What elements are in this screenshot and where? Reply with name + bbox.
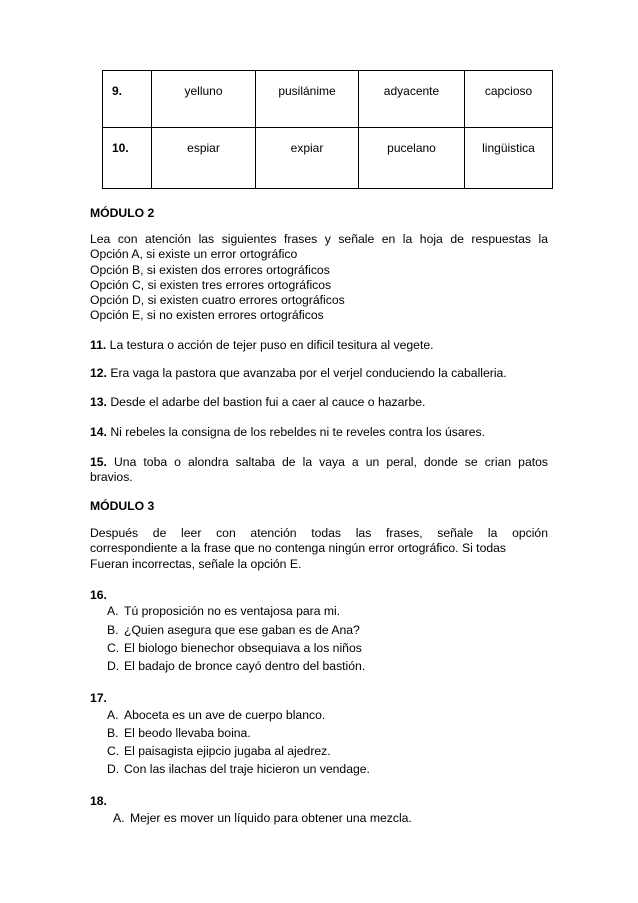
table-cell-word: pucelano [359, 128, 465, 189]
modulo2-heading: MÓDULO 2 [90, 206, 155, 220]
question-number: 14. [90, 425, 107, 439]
option-letter: A. [107, 604, 119, 618]
question-17-option-c [107, 744, 331, 759]
question-text: Ni rebeles la consigna de los rebeldes ni te reveles contra los úsares. [110, 425, 485, 439]
question-16-number: 16. [90, 588, 107, 602]
question-text: Una toba o alondra saltaba de la vaya a un peral, donde se crian patos [114, 455, 548, 469]
modulo3-instructions [90, 526, 548, 572]
option-letter: C. [107, 641, 120, 655]
table-cell-word: capcioso [465, 71, 553, 128]
modulo2-option-a: Opción A, si existe un error ortográfico [90, 247, 298, 262]
modulo3-intro-line: correspondiente a la frase que no contenga ningún error ortográfico. Si todas [90, 541, 506, 556]
question-18-number: 18. [90, 794, 107, 808]
question-text-continued: bravios. [90, 470, 133, 485]
modulo2-instructions [90, 232, 548, 324]
option-text: El badajo de bronce cayó dentro del bastión. [124, 659, 366, 673]
option-text: El paisagista ejipcio jugaba al ajedrez. [124, 744, 331, 758]
table-cell-word: pusilánime [256, 71, 359, 128]
table-cell-word: expiar [256, 128, 359, 189]
table-row [103, 71, 553, 128]
word-table [102, 70, 553, 189]
question-16-option-d [107, 659, 365, 674]
question-13 [90, 395, 548, 410]
question-16-option-a [107, 604, 340, 619]
option-letter: D. [107, 659, 120, 673]
question-number: 15. [90, 455, 107, 469]
modulo2-intro: Lea con atención las siguientes frases y señale en la hoja de respuestas la [90, 232, 548, 246]
option-letter: A. [113, 811, 125, 825]
table-row [103, 128, 553, 189]
modulo2-option-c: Opción C, si existen tres errores ortográficos [90, 277, 332, 292]
option-letter: D. [107, 762, 120, 776]
table-cell-word: yelluno [152, 71, 256, 128]
option-text: Con las ilachas del traje hicieron un vendage. [124, 762, 370, 776]
question-16-option-c [107, 641, 362, 656]
question-number: 13. [90, 395, 107, 409]
option-text: El biologo bienechor obsequiava a los niños [124, 641, 362, 655]
modulo3-heading: MÓDULO 3 [90, 499, 155, 513]
question-text: Era vaga la pastora que avanzaba por el verjel conduciendo la caballeria. [110, 366, 507, 380]
option-text: Aboceta es un ave de cuerpo blanco. [124, 708, 326, 722]
option-text: ¿Quien asegura que ese gaban es de Ana? [124, 623, 360, 637]
option-text: Tú proposición no es ventajosa para mi. [124, 604, 341, 618]
table-cell-word: lingüistica [465, 128, 553, 189]
question-17-option-b [107, 726, 251, 741]
question-15-line [90, 455, 548, 470]
question-number: 12. [90, 366, 107, 380]
question-17-option-d [107, 762, 370, 777]
option-letter: B. [107, 726, 119, 740]
option-text: El beodo llevaba boina. [124, 726, 251, 740]
modulo3-intro-line: Fueran incorrectas, señale la opción E. [90, 556, 302, 571]
table-cell-number: 10. [103, 128, 152, 189]
question-17-number: 17. [90, 691, 107, 705]
modulo2-option-d: Opción D, si existen cuatro errores ortográficos [90, 293, 345, 308]
question-11 [90, 338, 548, 353]
question-number: 11. [90, 338, 107, 352]
option-letter: C. [107, 744, 120, 758]
question-text: Desde el adarbe del bastion fui a caer al cauce o hazarbe. [110, 395, 426, 409]
table-cell-word: adyacente [359, 71, 465, 128]
option-letter: A. [107, 708, 119, 722]
question-14 [90, 425, 548, 440]
option-letter: B. [107, 623, 119, 637]
question-18-option-a [113, 811, 412, 826]
modulo2-option-e: Opción E, si no existen errores ortográficos [90, 308, 324, 323]
question-text: La testura o acción de tejer puso en dificil tesitura al vegete. [109, 338, 434, 352]
table-cell-word: espiar [152, 128, 256, 189]
question-12 [90, 366, 548, 381]
question-15 [90, 455, 548, 486]
modulo3-intro-line: Después de leer con atención todas las frases, señale la opción [90, 526, 548, 540]
option-text: Mejer es mover un líquido para obtener una mezcla. [130, 811, 412, 825]
question-17-option-a [107, 708, 325, 723]
question-16-option-b [107, 623, 360, 638]
modulo2-option-b: Opción B, si existen dos errores ortográficos [90, 262, 330, 277]
table-cell-number: 9. [103, 71, 152, 128]
